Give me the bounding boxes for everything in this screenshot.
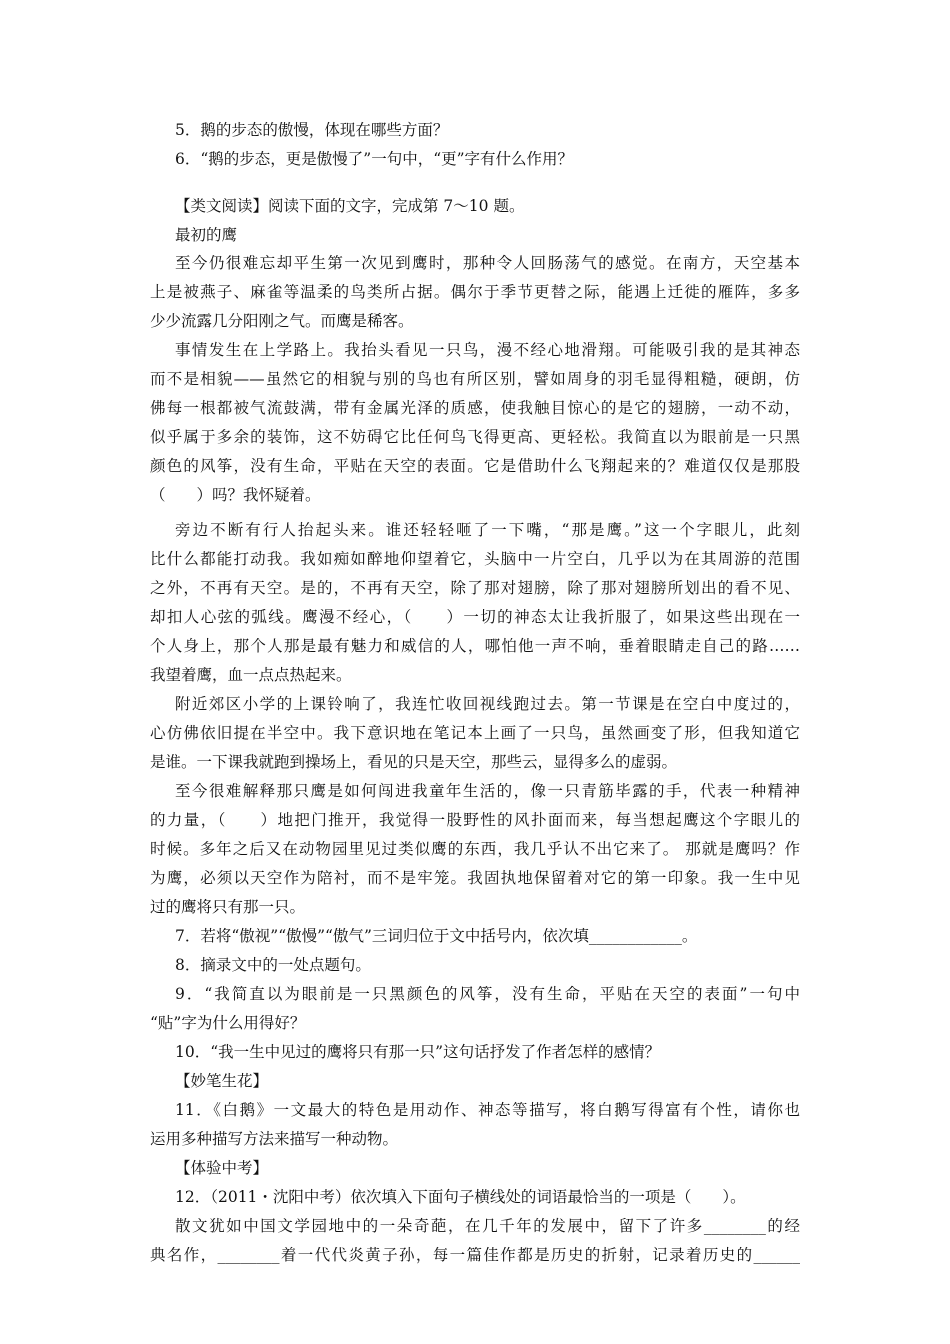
reading-title: 最初的鹰 bbox=[175, 226, 238, 244]
paragraph-line: 少少流露几分阳刚之气。而鹰是稀客。 bbox=[150, 312, 414, 330]
question-11: 11．《白鹅》一文最大的特色是用动作、神态等描写，将白鹅写得富有个性，请你也 bbox=[175, 1101, 800, 1119]
question-12: 12．（2011・沈阳中考）依次填入下面句子横线处的词语最恰当的一项是（ ）。 bbox=[175, 1188, 746, 1206]
question-11-cont: 运用多种描写方法来描写一种动物。 bbox=[150, 1130, 399, 1148]
paragraph-line: 个人身上，那个人那是最有魅力和威信的人，哪怕他一声不响，垂着眼睛走自己的路…… bbox=[150, 637, 800, 655]
paragraph-line: 却扣人心弦的弧线。鹰漫不经心，（ ）一切的神态太让我折服了，如果这些出现在一 bbox=[150, 608, 800, 626]
question-6: 6．“鹅的步态，更是傲慢了”一句中，“更”字有什么作用？ bbox=[175, 150, 574, 168]
paragraph-line: 旁边不断有行人抬起头来。谁还轻轻咂了一下嘴，“那是鹰。”这一个字眼儿，此刻 bbox=[175, 521, 800, 539]
paragraph-line: 佛每一根都被气流鼓满，带有金属光泽的质感，使我触目惊心的是它的翅膀，一动不动， bbox=[150, 399, 800, 417]
paragraph-line: 过的鹰将只有那一只。 bbox=[150, 898, 306, 916]
paragraph-line: （ ）吗？我怀疑着。 bbox=[150, 486, 321, 504]
exam-passage-line: 散文犹如中国文学园地中的一朵奇葩，在几千年的发展中，留下了许多________的经 bbox=[175, 1217, 800, 1235]
paragraph-line: 上是被燕子、麻雀等温柔的鸟类所占据。偶尔于季节更替之际，能遇上迁徙的雁阵，多多 bbox=[150, 283, 800, 301]
question-9-cont: “贴”字为什么用得好？ bbox=[150, 1014, 306, 1032]
paragraph-line: 至今仍很难忘却平生第一次见到鹰时，那种令人回肠荡气的感觉。在南方，天空基本 bbox=[175, 254, 800, 272]
paragraph-line: 是谁。一下课我就跑到操场上，看见的只是天空，那些云，显得多么的虚弱。 bbox=[150, 753, 678, 771]
question-9: 9．“我简直以为眼前是一只黑颜色的风筝，没有生命，平贴在天空的表面”一句中 bbox=[175, 985, 800, 1003]
question-7: 7．若将“傲视”“傲慢”“傲气”三词归位于文中括号内，依次填____________。 bbox=[175, 927, 698, 945]
paragraph-line: 我望着鹰，血一点点热起来。 bbox=[150, 666, 352, 684]
paragraph-line: 至今很难解释那只鹰是如何闯进我童年生活的，像一只青筋毕露的手，代表一种精神 bbox=[175, 782, 800, 800]
paragraph-line: 而不是相貌——虽然它的相貌与别的鸟也有所区别，譬如周身的羽毛显得粗糙，硬朗，仿 bbox=[150, 370, 800, 388]
paragraph-line: 比什么都能打动我。我如痴如醉地仰望着它，头脑中一片空白，几乎以为在其周游的范围 bbox=[150, 550, 800, 568]
section-header-exam: 【体验中考】 bbox=[175, 1159, 269, 1177]
section-header-write: 【妙笔生花】 bbox=[175, 1072, 269, 1090]
paragraph-line: 之外，不再有天空。是的，不再有天空，除了那对翅膀，除了那对翅膀所划出的看不见、 bbox=[150, 579, 800, 597]
paragraph-line: 似乎属于多余的装饰，这不妨碍它比任何鸟飞得更高、更轻松。我简直以为眼前是一只黑 bbox=[150, 428, 800, 446]
paragraph-line: 事情发生在上学路上。我抬头看见一只鸟，漫不经心地滑翔。可能吸引我的是其神态 bbox=[175, 341, 800, 359]
question-8: 8．摘录文中的一处点题句。 bbox=[175, 956, 371, 974]
paragraph-line: 的力量，（ ）地把门推开，我觉得一股野性的风扑面而来，每当想起鹰这个字眼儿的 bbox=[150, 811, 800, 829]
paragraph-line: 附近郊区小学的上课铃响了，我连忙收回视线跑过去。第一节课是在空白中度过的， bbox=[175, 695, 800, 713]
paragraph-line: 颜色的风筝，没有生命，平贴在天空的表面。它是借助什么飞翔起来的？难道仅仅是那股 bbox=[150, 457, 800, 475]
reading-header: 【类文阅读】阅读下面的文字，完成第 7～10 题。 bbox=[175, 197, 525, 215]
paragraph-line: 心仿佛依旧提在半空中。我下意识地在笔记本上画了一只鸟，虽然画变了形，但我知道它 bbox=[150, 724, 800, 742]
question-5: 5．鹅的步态的傲慢，体现在哪些方面？ bbox=[175, 121, 449, 139]
question-10: 10．“我一生中见过的鹰将只有那一只”这句话抒发了作者怎样的感情？ bbox=[175, 1043, 661, 1061]
exam-passage-line: 典名作，________着一代代炎黄子孙，每一篇佳作都是历史的折射，记录着历史的______ bbox=[150, 1246, 800, 1264]
paragraph-line: 为鹰，必须以天空作为陪衬，而不是牢笼。我固执地保留着对它的第一印象。我一生中见 bbox=[150, 869, 800, 887]
paragraph-line: 时候。多年之后又在动物园里见过类似鹰的东西，我几乎认不出它来了。 那就是鹰吗？作 bbox=[150, 840, 800, 858]
